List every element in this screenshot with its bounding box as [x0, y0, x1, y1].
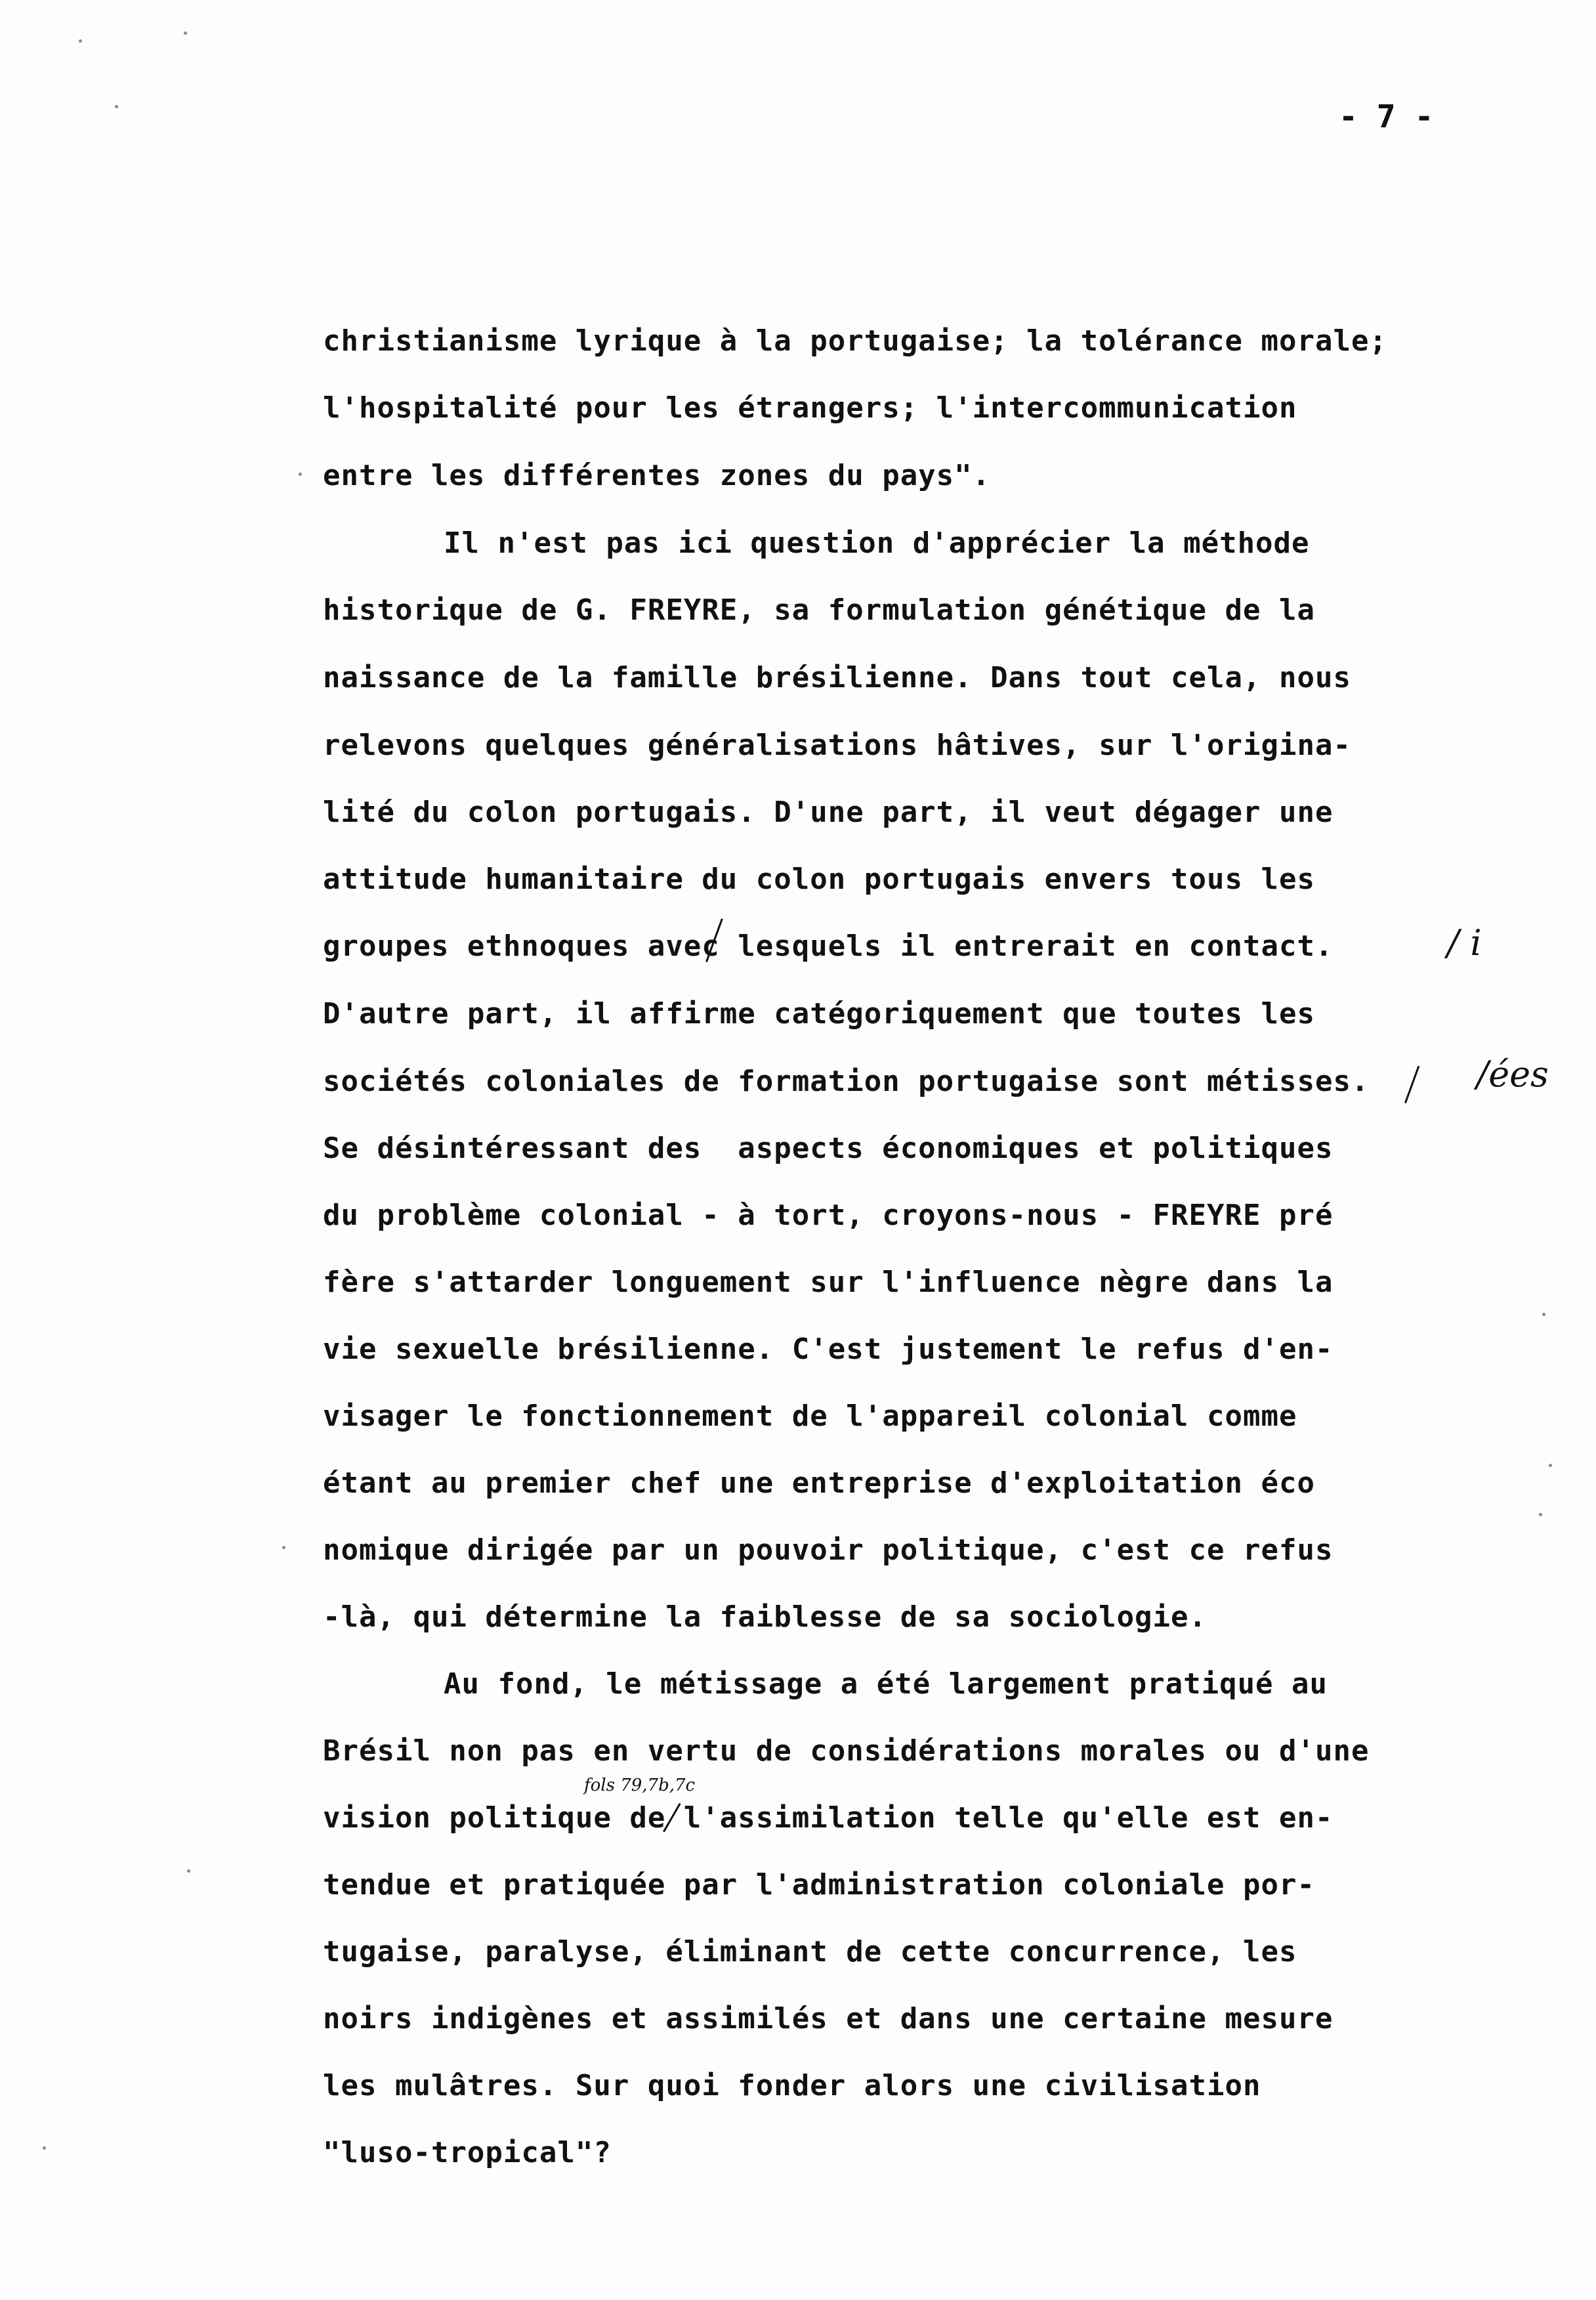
scan-speck: [187, 1869, 190, 1873]
scan-speck: [1549, 1464, 1552, 1467]
scan-speck: [1542, 1313, 1545, 1316]
text-line: Au fond, le métissage a été largement pratiqué au: [444, 1667, 1328, 1701]
text-line: noirs indigènes et assimilés et dans une certaine mesure: [323, 2002, 1334, 2035]
scan-speck: [299, 473, 302, 476]
handwritten-correction: /ées: [1477, 1054, 1549, 1095]
text-line: les mulâtres. Sur quoi fonder alors une civilisation: [323, 2069, 1261, 2102]
scan-speck: [184, 32, 187, 35]
text-line: historique de G. FREYRE, sa formulation génétique de la: [323, 593, 1315, 627]
page-number: - 7 -: [1339, 98, 1434, 135]
strike-mark: [1404, 1066, 1419, 1103]
scan-speck: [43, 2146, 46, 2150]
text-line: l'hospitalité pour les étrangers; l'intercommunication: [323, 391, 1297, 425]
text-line: "luso-tropical"?: [323, 2136, 612, 2169]
text-line: tendue et pratiquée par l'administration coloniale por-: [323, 1868, 1315, 1902]
text-line: D'autre part, il affirme catégoriquement que toutes les: [323, 997, 1315, 1031]
scan-speck: [115, 105, 118, 108]
text-line: Il n'est pas ici question d'apprécier la méthode: [444, 526, 1310, 560]
text-line: entre les différentes zones du pays".: [323, 459, 991, 492]
scan-speck: [1539, 1513, 1542, 1516]
text-line: attitude humanitaire du colon portugais envers tous les: [323, 862, 1315, 896]
handwritten-margin-mark: / i: [1447, 922, 1482, 964]
handwritten-insertion-note: fols 79,7b,7c: [584, 1776, 696, 1795]
scan-speck: [282, 1546, 285, 1549]
text-line: -là, qui détermine la faiblesse de sa sociologie.: [323, 1600, 1208, 1634]
text-line: relevons quelques généralisations hâtives, sur l'origina-: [323, 729, 1351, 762]
text-line: étant au premier chef une entreprise d'exploitation éco: [323, 1466, 1315, 1500]
text-line: Se désintéressant des aspects économiques et politiques: [323, 1132, 1334, 1165]
text-line: vision politique de l'assimilation telle qu'elle est en-: [323, 1801, 1334, 1835]
text-line: du problème colonial - à tort, croyons-nous - FREYRE pré: [323, 1199, 1334, 1232]
text-line: visager le fonctionnement de l'appareil colonial comme: [323, 1399, 1297, 1433]
scan-speck: [79, 39, 82, 43]
text-line: lité du colon portugais. D'une part, il veut dégager une: [323, 796, 1334, 829]
text-line: christianisme lyrique à la portugaise; la tolérance morale;: [323, 324, 1387, 358]
text-line: groupes ethnoques avec lesquels il entrerait en contact.: [323, 929, 1334, 963]
text-line: fère s'attarder longuement sur l'influence nègre dans la: [323, 1266, 1334, 1299]
text-line: vie sexuelle brésilienne. C'est justement le refus d'en-: [323, 1332, 1334, 1366]
text-line: Brésil non pas en vertu de considérations morales ou d'une: [323, 1734, 1370, 1768]
text-line: tugaise, paralyse, éliminant de cette concurrence, les: [323, 1935, 1297, 1969]
text-line: sociétés coloniales de formation portugaise sont métisses.: [323, 1065, 1370, 1098]
text-line: nomique dirigée par un pouvoir politique, c'est ce refus: [323, 1533, 1334, 1567]
text-line: naissance de la famille brésilienne. Dans tout cela, nous: [323, 661, 1351, 694]
